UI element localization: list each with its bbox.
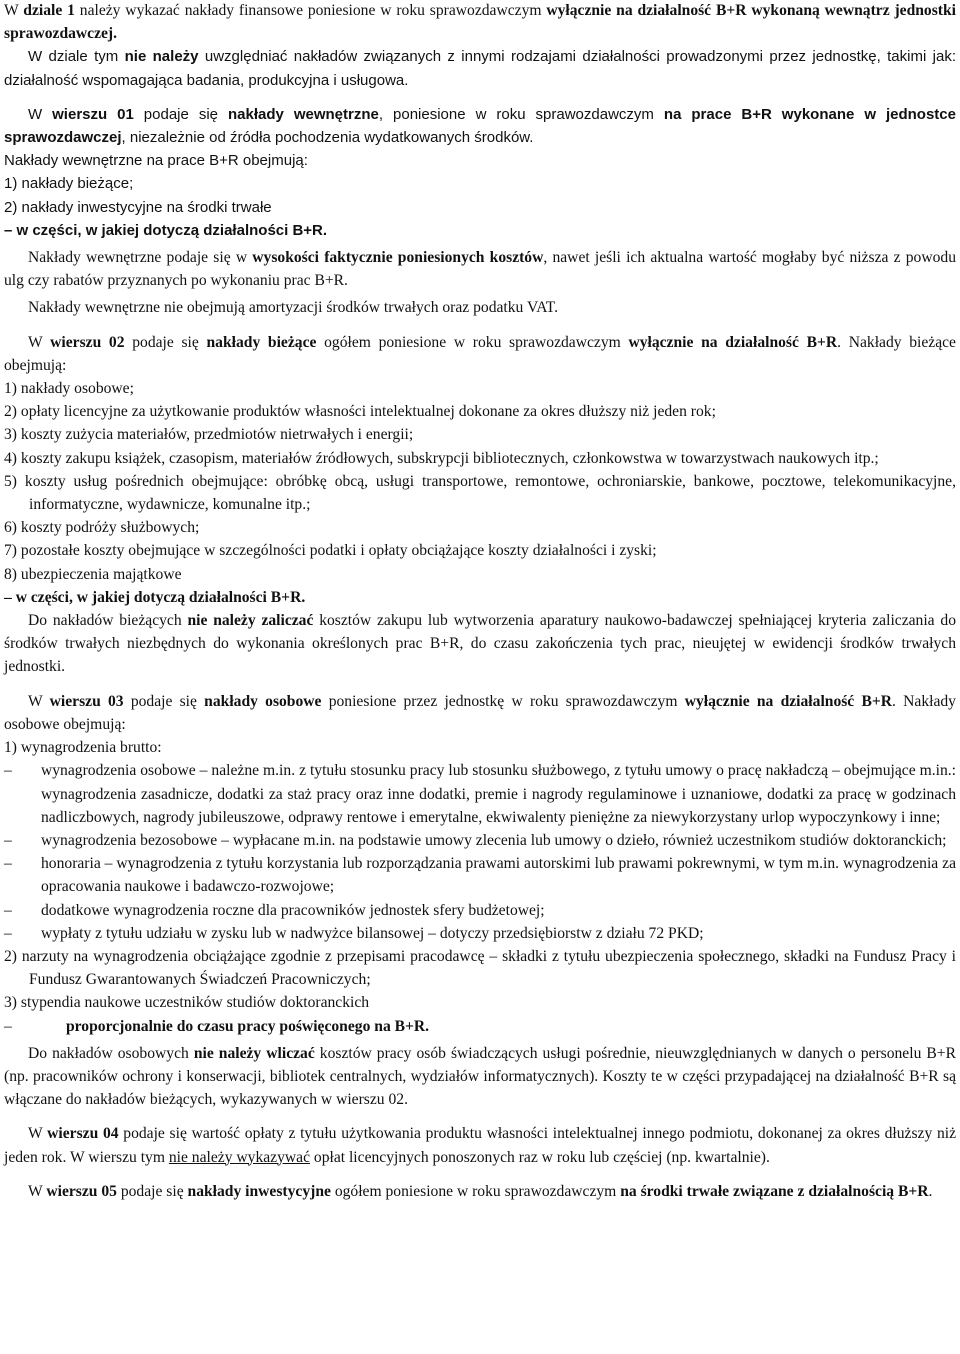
list-number: 4) [4,449,17,467]
dash-text: wypłaty z tytułu udziału w zysku lub w nadwyżce bilansowej – dotyczy przedsiębiorstw z działu 72 PKD; [41,924,704,942]
text-run: podaje się [123,692,205,710]
row03-scope-note [4,1015,956,1038]
text-run-bold: wyłącznie na działalność B+R wykonaną wewnątrz jednostki sprawozdawczej. [4,2,956,43]
text-run-bold: wierszu 01 [52,105,134,123]
text-run: W [28,1125,48,1143]
list-number: 2) [4,403,17,421]
row02-list-item [4,516,956,539]
text-run-bold: na prace B+R wykonane w jednostce sprawozdawczej [4,105,956,147]
row01-scope-note [4,219,956,242]
text-run: należy wykazać nakłady finansowe poniesione w roku sprawozdawczym [74,2,547,19]
text-run-bold: nakłady bieżące [206,333,317,351]
list-text: koszty zużycia materiałów, przedmiotów nietrwałych i energii; [20,426,414,444]
text-run-bold: nie należy wliczać [193,1044,315,1062]
text-run: . Nakłady osobowe obejmują: [4,692,956,733]
dash-text: wynagrodzenia bezosobowe – wypłacane m.in. na podstawie umowy zlecenia lub umowy o dzieło, również uczestnikom studiów doktoranckich; [41,831,947,849]
text-run-bold: nie należy zaliczać [187,612,314,630]
row03-exclusion-paragraph [4,1042,956,1112]
row03-dash-item [4,759,956,829]
list-text: ubezpieczenia majątkowe [20,565,182,583]
text-run: . Nakłady bieżące obejmują: [4,333,956,374]
text-run: W [28,692,50,710]
row02-list-item [4,563,956,586]
text-run: poniesione przez jednostkę w roku sprawozdawczym [321,692,685,710]
text-run: ogółem poniesione w roku sprawozdawczym [330,1182,621,1200]
list-text: nakłady osobowe; [20,380,134,398]
text-run: , niezależnie od źródła pochodzenia wydatkowanych środków. [121,129,534,147]
text-run-bold: wysokości faktycznie poniesionych kosztów [252,249,544,267]
row02-exclusion-paragraph [4,609,956,679]
text-run: kosztów pracy osób świadczących usługi pośrednie, nieuwzględnianych w danych o personelu B+R (np. pracowników ochrony i konserwacji, bibliotek centralnych, wydziałów informatycznych). Koszty te w części przypadającej na działalność B+R są włączane do nakładów bieżących, wykazywanych w wierszu 02. [4,1044,956,1109]
row02-list-item [4,423,956,446]
text-run-bold: wierszu 05 [46,1182,117,1200]
row01-list-item: 2) nakłady inwestycyjne na środki trwałe [4,198,272,216]
row03-dash-item [4,922,956,945]
row03-dash-item [4,852,956,898]
row01-paragraph [4,103,956,149]
dash-bullet: – [4,924,12,942]
list-text: pozostałe koszty obejmujące w szczególności podatki i opłaty obciążające koszty działalności i zyski; [20,542,657,560]
text-run: kosztów zakupu lub wytworzenia aparatury naukowo-badawczej spełniającej kryteria zaliczania do środków trwałych niezbędnych do wykonania określonych prac B+R, do czasu zakończenia tych prac, nieujętej w ewidencji środków trwałych jednostki. [4,612,956,676]
row02-list-item [4,447,956,470]
text-run: ogółem poniesione w roku sprawozdawczym [316,333,629,351]
intro-exclusion-paragraph [4,45,956,91]
text-run: Do nakładów osobowych [28,1044,194,1062]
no-amortization-paragraph: Nakłady wewnętrzne nie obejmują amortyzacji środków trwałych oraz podatku VAT. [28,299,559,317]
text-run: , poniesione w roku sprawozdawczym [378,105,664,123]
dash-text: honoraria – wynagrodzenia z tytułu korzystania lub rozporządzania prawami autorskimi lub prawami pokrewnymi, w tym m.in. wynagrodzenia za opracowania naukowe i badawczo-rozwojowe; [41,855,956,896]
text-run: podaje się [116,1182,188,1200]
row01-list-item: 1) nakłady bieżące; [4,175,134,193]
row04-paragraph [4,1122,956,1168]
text-run-bold: wierszu 04 [47,1125,119,1143]
text-run-bold: nakłady inwestycyjne [187,1182,331,1200]
text-run-bold: wyłącznie na działalność B+R [684,692,893,710]
list-number: 8) [4,565,17,583]
row02-list [4,377,956,586]
dash-bullet: – [4,762,12,780]
list-text: koszty zakupu książek, czasopism, materiałów źródłowych, subskrypcji bibliotecznych, członkowstwa w towarzystwach naukowych itp.; [20,449,879,467]
text-run-bold: dziale 1 [23,2,75,19]
text-run-bold: wierszu 02 [50,333,125,351]
intro-paragraph [4,0,956,45]
row01-list-intro: Nakłady wewnętrzne na prace B+R obejmują: [4,152,308,170]
list-number: 3) [4,426,17,444]
text-run-bold: – w części, w jakiej dotyczą działalności B+R. [4,588,306,606]
row03-dash-list [4,759,956,945]
text-run-bold: – w części, w jakiej dotyczą działalności B+R. [4,221,328,239]
text-run-bold: na środki trwałe związane z działalnością B+R [620,1182,929,1200]
text-run-bold: nie należy [124,48,199,66]
dash-text: wynagrodzenia osobowe – należne m.in. z tytułu stosunku pracy lub stosunku służbowego, z tytułu umowy o pracę nakładczą – obejmujące m.in.: wynagrodzenia zasadnicze, dodatki za staż pracy oraz inne dodatki, premie i nagrody regulaminowe i uznaniowe, dodatki za pracę w godzinach nadliczbowych, nagrody jubileuszowe, odprawy rentowe i emerytalne, ekwiwalenty pieniężne za niewykorzystany urlop wypoczynkowy i inne; [41,762,956,826]
row03-dash-item [4,829,956,852]
text-run-bold: nakłady osobowe [204,692,322,710]
list-text: koszty usług pośrednich obejmujące: obróbkę obcą, usługi transportowe, remontowe, ochroniarskie, bankowe, pocztowe, telekomunikacyjne, informatyczne, wydawnicze, komunalne itp.; [24,472,957,514]
text-run: . [928,1182,933,1200]
row02-scope-note [4,586,956,609]
row03-list-item: 2) narzuty na wynagrodzenia obciążające zgodnie z przepisami pracodawcę – składki z tytułu ubezpieczenia społecznego, składki na Fundusz Pracy i Fundusz Gwarantowanych Świadczeń Pracowniczych; [4,947,956,989]
document-body [4,0,956,1203]
row03-list-item: 3) stypendia naukowe uczestników studiów doktoranckich [4,994,370,1012]
row03-list-item: 1) wynagrodzenia brutto: [4,739,162,757]
text-run: , nawet jeśli ich aktualna wartość mogłaby być niższa z powodu ulg czy rabatów przyznanych po wykonaniu prac B+R. [4,249,957,290]
row03-paragraph [4,690,956,736]
text-run: W [28,333,51,351]
list-text: opłaty licencyjne za użytkowanie produktów własności intelektualnej dokonane za okres dłuższy niż jeden rok; [20,403,716,421]
dash-bullet: – [4,855,12,873]
list-number: 6) [4,519,17,537]
text-run: W [28,1182,47,1200]
text-run: podaje się wartość opłaty z tytułu użytkowania produktu własności intelektualnej innego podmiotu, dokonanej za okres dłuższy niż jeden rok. W wierszu tym [4,1125,956,1166]
text-run-underlined: nie należy wykazywać [168,1148,310,1166]
text-run: W dziale tym [28,48,125,66]
text-run: Do nakładów bieżących [28,612,188,630]
dash-bullet: – [4,831,12,849]
dash-text: dodatkowe wynagrodzenia roczne dla pracowników jednostek sfery budżetowej; [41,901,545,919]
text-run: W [4,2,24,19]
text-run: W [28,105,53,123]
text-run-bold: proporcjonalnie do czasu pracy poświęconego na B+R. [66,1017,430,1035]
text-run: opłat licencyjnych ponoszonych raz w roku lub częściej (np. kwartalnie). [310,1148,770,1166]
row05-paragraph [4,1180,956,1203]
text-run: Nakłady wewnętrzne podaje się w [28,249,253,267]
list-number: 5) [4,472,17,490]
list-number: 7) [4,542,17,560]
text-run-bold: wyłącznie na działalność B+R [628,333,838,351]
dash-bullet: – [4,901,12,919]
text-run: podaje się [124,333,207,351]
text-run: uwzględniać nakładów związanych z innymi rodzajami działalności prowadzonymi przez jednostkę, takimi jak: działalność wspomagająca badania, produkcyjna i usługowa. [4,48,957,89]
row03-dash-item [4,899,956,922]
text-run-bold: wierszu 03 [49,692,124,710]
list-number: 1) [4,380,17,398]
row02-list-item [4,470,956,516]
dash-bullet: – [4,1017,12,1035]
row02-list-item [4,539,956,562]
list-text: koszty podróży służbowych; [20,519,200,537]
actual-costs-paragraph [4,246,956,292]
row02-list-item [4,400,956,423]
text-run: podaje się [133,105,228,123]
row02-paragraph [4,331,956,377]
row02-list-item [4,377,956,400]
text-run-bold: nakłady wewnętrzne [228,105,379,123]
